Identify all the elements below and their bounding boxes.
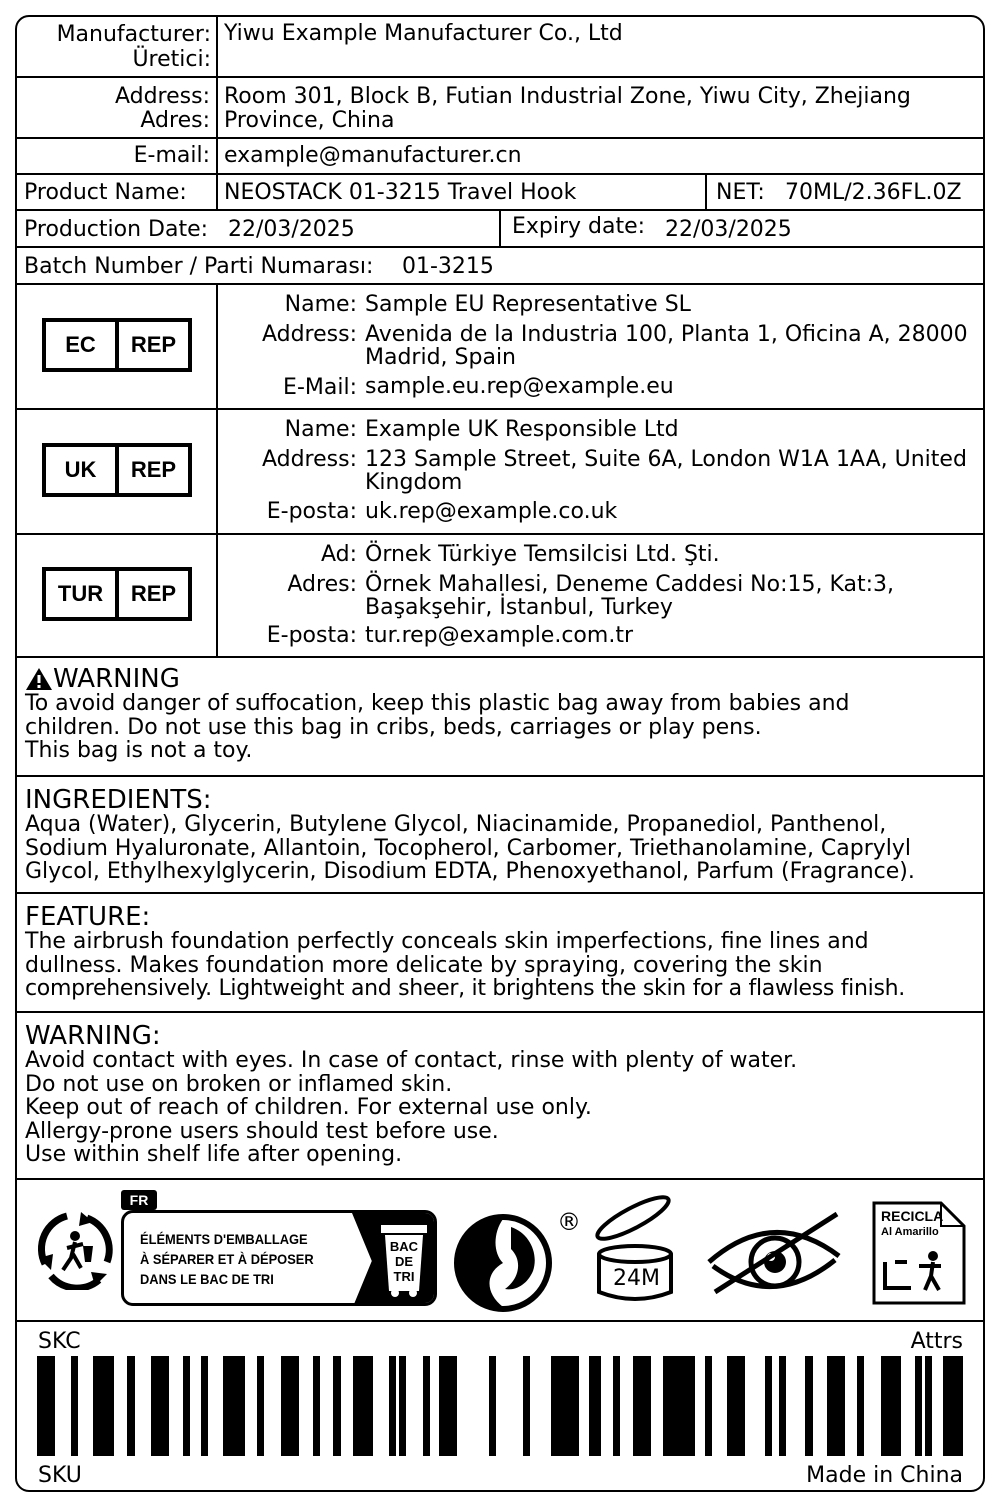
uk-address-line-1: 123 Sample Street, Suite 6A, London W1A 1AA, United — [365, 447, 967, 472]
uk-rep-row — [17, 410, 983, 535]
barcode-bar — [71, 1356, 78, 1456]
barcode-bottom-left: SKU — [38, 1463, 82, 1488]
uk-rep-badge — [42, 443, 192, 497]
symbols-row — [17, 1180, 983, 1322]
green-dot-icon — [453, 1213, 557, 1313]
email-value: example@manufacturer.cn — [224, 143, 522, 168]
ec-address-line-2: Madrid, Spain — [365, 345, 517, 370]
tur-address-line-2: Başakşehir, İstanbul, Turkey — [365, 595, 673, 620]
barcode-bar — [257, 1356, 264, 1456]
bag-warning-line-2: children. Do not use this bag in cribs, beds, carriages or play pens. — [25, 714, 762, 740]
barcode-bar — [779, 1356, 786, 1456]
barcode-bar — [765, 1356, 772, 1456]
tur-mail-value: tur.rep@example.com.tr — [365, 623, 633, 648]
batch-value: 01-3215 — [402, 254, 494, 279]
recicla-badge — [871, 1200, 967, 1306]
barcode-bar — [727, 1356, 745, 1456]
expiry-date-label: Expiry date: — [512, 214, 646, 239]
barcode-bar — [523, 1356, 530, 1456]
usage-warning-line-2: Do not use on broken or inflamed skin. — [25, 1071, 453, 1097]
address-label: Address: — [114, 84, 210, 109]
avoid-eyes-icon — [705, 1210, 843, 1296]
bag-warning-heading: WARNING — [53, 664, 180, 694]
tur-rep-badge — [42, 567, 192, 621]
barcode-bar — [313, 1356, 320, 1456]
info-tri-frame — [121, 1210, 437, 1306]
barcode-bar — [589, 1356, 601, 1456]
fr-line-3: DANS LE BAC DE TRI — [140, 1271, 274, 1287]
bag-warning-line-3: This bag is not a toy. — [25, 738, 253, 763]
email-row — [17, 139, 983, 175]
ec-name-label: Name: — [284, 292, 357, 317]
info-tri-text — [140, 1229, 314, 1289]
ingredients-heading: INGREDIENTS: — [25, 785, 212, 815]
address-line-1: Room 301, Block B, Futian Industrial Zone, Yiwu City, Zhejiang — [224, 84, 911, 109]
tur-name-value: Örnek Türkiye Temsilcisi Ltd. Şti. — [365, 542, 720, 567]
barcode-bar — [423, 1356, 430, 1456]
barcode-bar — [389, 1356, 396, 1456]
bin-text-3: TRI — [393, 1269, 415, 1284]
barcode-bar — [127, 1356, 135, 1456]
net-label: NET: — [716, 180, 765, 205]
ec-address-line-1: Avenida de la Industria 100, Planta 1, Oficina A, 28000 — [365, 322, 968, 347]
product-value: NEOSTACK 01-3215 Travel Hook — [224, 180, 577, 205]
fr-tag: FR — [121, 1190, 157, 1210]
batch-row — [17, 248, 983, 285]
barcode-bar — [551, 1356, 579, 1456]
barcode-bar — [943, 1356, 963, 1456]
bin-label — [386, 1239, 422, 1284]
manufacturer-label-tr: Üretici: — [132, 47, 211, 72]
barcode-bar — [633, 1356, 651, 1456]
barcode-bar — [333, 1356, 341, 1456]
tur-rep-row — [17, 535, 983, 658]
usage-warning-block — [25, 1023, 975, 1167]
feature-line-3: comprehensively. Lightweight and sheer, it brightens the skin for a flawless finish. — [25, 976, 905, 1001]
uk-name-value: Example UK Responsible Ltd — [365, 417, 679, 442]
ec-rep-row — [17, 285, 983, 410]
ingredients-line-1: Aqua (Water), Glycerin, Butylene Glycol, Niacinamide, Propanediol, Panthenol, — [25, 812, 887, 837]
barcode-bar — [353, 1356, 373, 1456]
barcode-bar — [489, 1356, 496, 1456]
warning-triangle-icon — [25, 667, 53, 691]
feature-line-1: The airbrush foundation perfectly conceals skin imperfections, fine lines and — [25, 929, 869, 954]
barcode-bar — [399, 1356, 406, 1456]
barcode-bar — [281, 1356, 299, 1456]
batch-label: Batch Number / Parti Numarası: — [24, 254, 374, 279]
ec-name-value: Sample EU Representative SL — [365, 292, 691, 317]
barcode-top-right: Attrs — [910, 1329, 963, 1354]
barcode-bar — [439, 1356, 457, 1456]
ec-mail-label: E-Mail: — [283, 375, 357, 400]
production-date-value: 22/03/2025 — [228, 217, 355, 242]
uk-mail-label: E-posta: — [266, 499, 357, 524]
manufacturer-label-cell — [17, 17, 217, 76]
product-row — [17, 175, 983, 211]
triman-icon — [37, 1210, 115, 1290]
barcode-bar — [201, 1356, 208, 1456]
tur-rep-details — [237, 543, 975, 653]
recicla-sub: Al Amarillo — [881, 1226, 939, 1238]
ingredients-line-3: Glycol, Ethylhexylglycerin, Disodium EDTA, Phenoxyethanol, Parfum (Fragrance). — [25, 859, 915, 884]
uk-address-label: Address: — [261, 447, 357, 472]
fr-line-2: À SÉPARER ET À DÉPOSER — [140, 1251, 314, 1267]
ec-address-label: Address: — [261, 322, 357, 347]
uk-badge-right: REP — [115, 447, 188, 493]
feature-line-2: dullness. Makes foundation more delicate by spraying, covering the skin — [25, 952, 823, 978]
manufacturer-value: Yiwu Example Manufacturer Co., Ltd — [224, 21, 623, 46]
barcode-bar — [183, 1356, 190, 1456]
barcode-bar — [705, 1356, 712, 1456]
feature-heading: FEATURE: — [25, 902, 151, 932]
bag-warning-line-1: To avoid danger of suffocation, keep this plastic bag away from babies and — [25, 691, 850, 716]
barcode-bar — [37, 1356, 55, 1456]
usage-warning-line-4: Allergy-prone users should test before use. — [25, 1118, 499, 1144]
dates-row — [17, 211, 983, 248]
uk-badge-left: UK — [64, 457, 97, 482]
email-label: E-mail: — [133, 143, 210, 168]
tur-mail-label: E-posta: — [266, 623, 357, 648]
fr-line-1: ÉLÉMENTS D'EMBALLAGE — [140, 1231, 308, 1247]
usage-warning-line-3: Keep out of reach of children. For external use only. — [25, 1095, 592, 1120]
barcode-bar — [827, 1356, 845, 1456]
uk-mail-value: uk.rep@example.co.uk — [365, 499, 618, 524]
net-value: 70ML/2.36FL.0Z — [785, 180, 962, 205]
barcode-bar — [857, 1356, 864, 1456]
manufacturer-label: Manufacturer: — [56, 22, 211, 47]
usage-warning-heading: WARNING: — [25, 1021, 161, 1051]
barcode-bar — [805, 1356, 813, 1456]
barcode-bottom-right: Made in China — [806, 1463, 963, 1488]
barcode-bar — [223, 1356, 245, 1456]
barcode-bar — [881, 1356, 901, 1456]
usage-warning-line-5: Use within shelf life after opening. — [25, 1142, 403, 1167]
tur-name-label: Ad: — [320, 542, 357, 567]
uk-address-line-2: Kingdom — [365, 470, 463, 495]
manufacturer-row — [17, 17, 983, 78]
ingredients-section — [17, 777, 983, 894]
feature-block — [25, 904, 975, 1001]
production-date-label: Production Date: — [24, 217, 209, 242]
bag-warning-section — [17, 658, 983, 777]
product-label — [15, 15, 985, 1492]
ec-rep-badge — [42, 318, 192, 372]
product-label: Product Name: — [24, 180, 187, 205]
usage-warning-line-1: Avoid contact with eyes. In case of contact, rinse with plenty of water. — [25, 1048, 798, 1073]
tur-badge-left: TUR — [57, 581, 104, 606]
ingredients-line-2: Sodium Hyaluronate, Allantoin, Tocopherol, Carbomer, Triethanolamine, Caprylyl — [25, 835, 912, 861]
address-line-2: Province, China — [224, 108, 395, 133]
barcode-bar — [151, 1356, 169, 1456]
ec-mail-value: sample.eu.rep@example.eu — [365, 374, 674, 399]
ingredients-block — [25, 787, 975, 884]
address-label-tr: Adres: — [140, 108, 210, 133]
feature-section — [17, 894, 983, 1013]
bag-warning-heading-row — [25, 666, 975, 692]
uk-rep-details — [237, 418, 975, 528]
barcode-bar — [915, 1356, 922, 1456]
barcode-top-left: SKC — [38, 1329, 81, 1354]
tur-address-label: Adres: — [287, 572, 357, 597]
registered-mark: ® — [557, 1208, 581, 1236]
tur-address-line-1: Örnek Mahallesi, Deneme Caddesi No:15, Kat:3, — [365, 572, 895, 597]
ec-rep-details — [237, 293, 975, 403]
barcode-bar — [93, 1356, 114, 1456]
bin-text-2: DE — [394, 1254, 414, 1269]
barcode-bars — [37, 1356, 963, 1456]
usage-warning-section — [17, 1013, 983, 1180]
barcode-bar — [663, 1356, 695, 1456]
recicla-title: RECICLA — [881, 1208, 944, 1224]
ec-badge-right: REP — [115, 322, 188, 368]
address-row — [17, 78, 983, 139]
tur-badge-right: REP — [115, 571, 188, 617]
barcode-bar — [925, 1356, 932, 1456]
bin-text-1: BAC — [389, 1239, 419, 1254]
expiry-date-value: 22/03/2025 — [665, 217, 792, 242]
info-tri-block — [121, 1190, 437, 1306]
bag-warning-block — [25, 666, 975, 763]
pao-value: 24M — [613, 1266, 660, 1291]
uk-name-label: Name: — [284, 417, 357, 442]
ec-badge-left: EC — [65, 332, 96, 357]
barcode-bar — [613, 1356, 620, 1456]
